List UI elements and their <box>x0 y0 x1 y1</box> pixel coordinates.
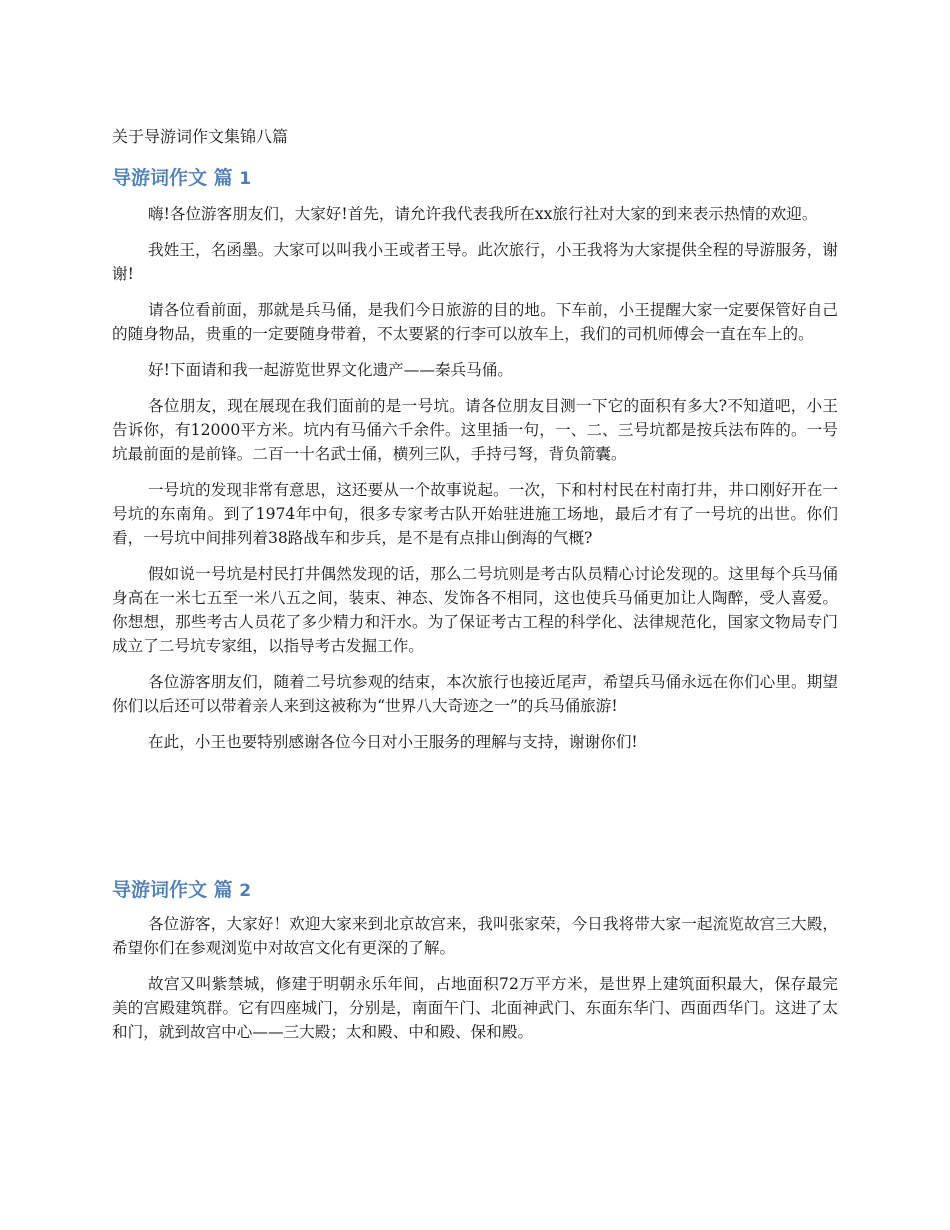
section-heading-text: 导游词作文 <box>112 879 208 901</box>
section-body-1 <box>112 202 838 766</box>
section-heading-text: 导游词作文 <box>112 167 208 189</box>
section-heading-suffix: 篇 <box>213 167 233 189</box>
section-body-2 <box>112 912 838 1056</box>
section-heading-1 <box>112 166 251 191</box>
paragraph: 好!下面请和我一起游览世界文化遗产——秦兵马俑。 <box>148 361 513 379</box>
paragraph: 各位游客朋友们，随着二号坑参观的结束，本次旅行也接近尾声，希望兵马俑永远在你们心里。期望你们以后还可以带着亲人来到这被称为“世界八大奇迹之一”的兵马俑旅游! <box>112 673 838 715</box>
paragraph: 嗨!各位游客朋友们，大家好!首先，请允许我代表我所在xx旅行社对大家的到来表示热情的欢迎。 <box>148 205 818 223</box>
paragraph: 请各位看前面，那就是兵马俑，是我们今日旅游的目的地。下车前，小王提醒大家一定要保管好自己的随身物品，贵重的一定要随身带着，不太要紧的行李可以放车上，我们的司机师傅会一直在车上的。 <box>112 301 838 343</box>
section-heading-number: 2 <box>239 881 252 901</box>
paragraph: 假如说一号坑是村民打井偶然发现的话，那么二号坑则是考古队员精心讨论发现的。这里每个兵马俑身高在一米七五至一米八五之间，装束、神态、发饰各不相同，这也使兵马俑更加让人陶醉，受人喜爱。你想想，那些考古人员花了多少精力和汗水。为了保证考古工程的科学化、法律规范化，国家文物局专门成立了二号坑专家组，以指导考古发掘工作。 <box>112 565 838 655</box>
paragraph: 我姓王，名函墨。大家可以叫我小王或者王导。此次旅行，小王我将为大家提供全程的导游服务，谢谢! <box>112 241 838 283</box>
paragraph: 一号坑的发现非常有意思，这还要从一个故事说起。一次，下和村村民在村南打井，井口刚好开在一号坑的东南角。到了1974年中旬，很多专家考古队开始驻进施工场地，最后才有了一号坑的出世。你们看，一号坑中间排列着38路战车和步兵，是不是有点排山倒海的气概? <box>112 481 838 547</box>
paragraph: 各位游客，大家好！欢迎大家来到北京故宫来，我叫张家荣，今日我将带大家一起流览故宫三大殿，希望你们在参观浏览中对故宫文化有更深的了解。 <box>112 915 838 957</box>
section-heading-number: 1 <box>239 169 252 189</box>
section-heading-suffix: 篇 <box>213 879 233 901</box>
paragraph: 各位朋友，现在展现在我们面前的是一号坑。请各位朋友目测一下它的面积有多大?不知道吧，小王告诉你，有12000平方米。坑内有马俑六千余件。这里插一句，一、二、三号坑都是按兵法布阵的。一号坑最前面的是前锋。二百一十名武士俑，横列三队，手持弓弩，背负箭囊。 <box>112 397 838 463</box>
document-title: 关于导游词作文集锦八篇 <box>112 127 289 146</box>
section-heading-2 <box>112 878 251 903</box>
paragraph: 故宫又叫紫禁城，修建于明朝永乐年间，占地面积72万平方米，是世界上建筑面积最大，保存最完美的宫殿建筑群。它有四座城门，分别是，南面午门、北面神武门、东面东华门、西面西华门。这进了太和门，就到故宫中心——三大殿；太和殿、中和殿、保和殿。 <box>112 975 838 1041</box>
paragraph: 在此，小王也要特别感谢各位今日对小王服务的理解与支持，谢谢你们! <box>148 733 638 751</box>
